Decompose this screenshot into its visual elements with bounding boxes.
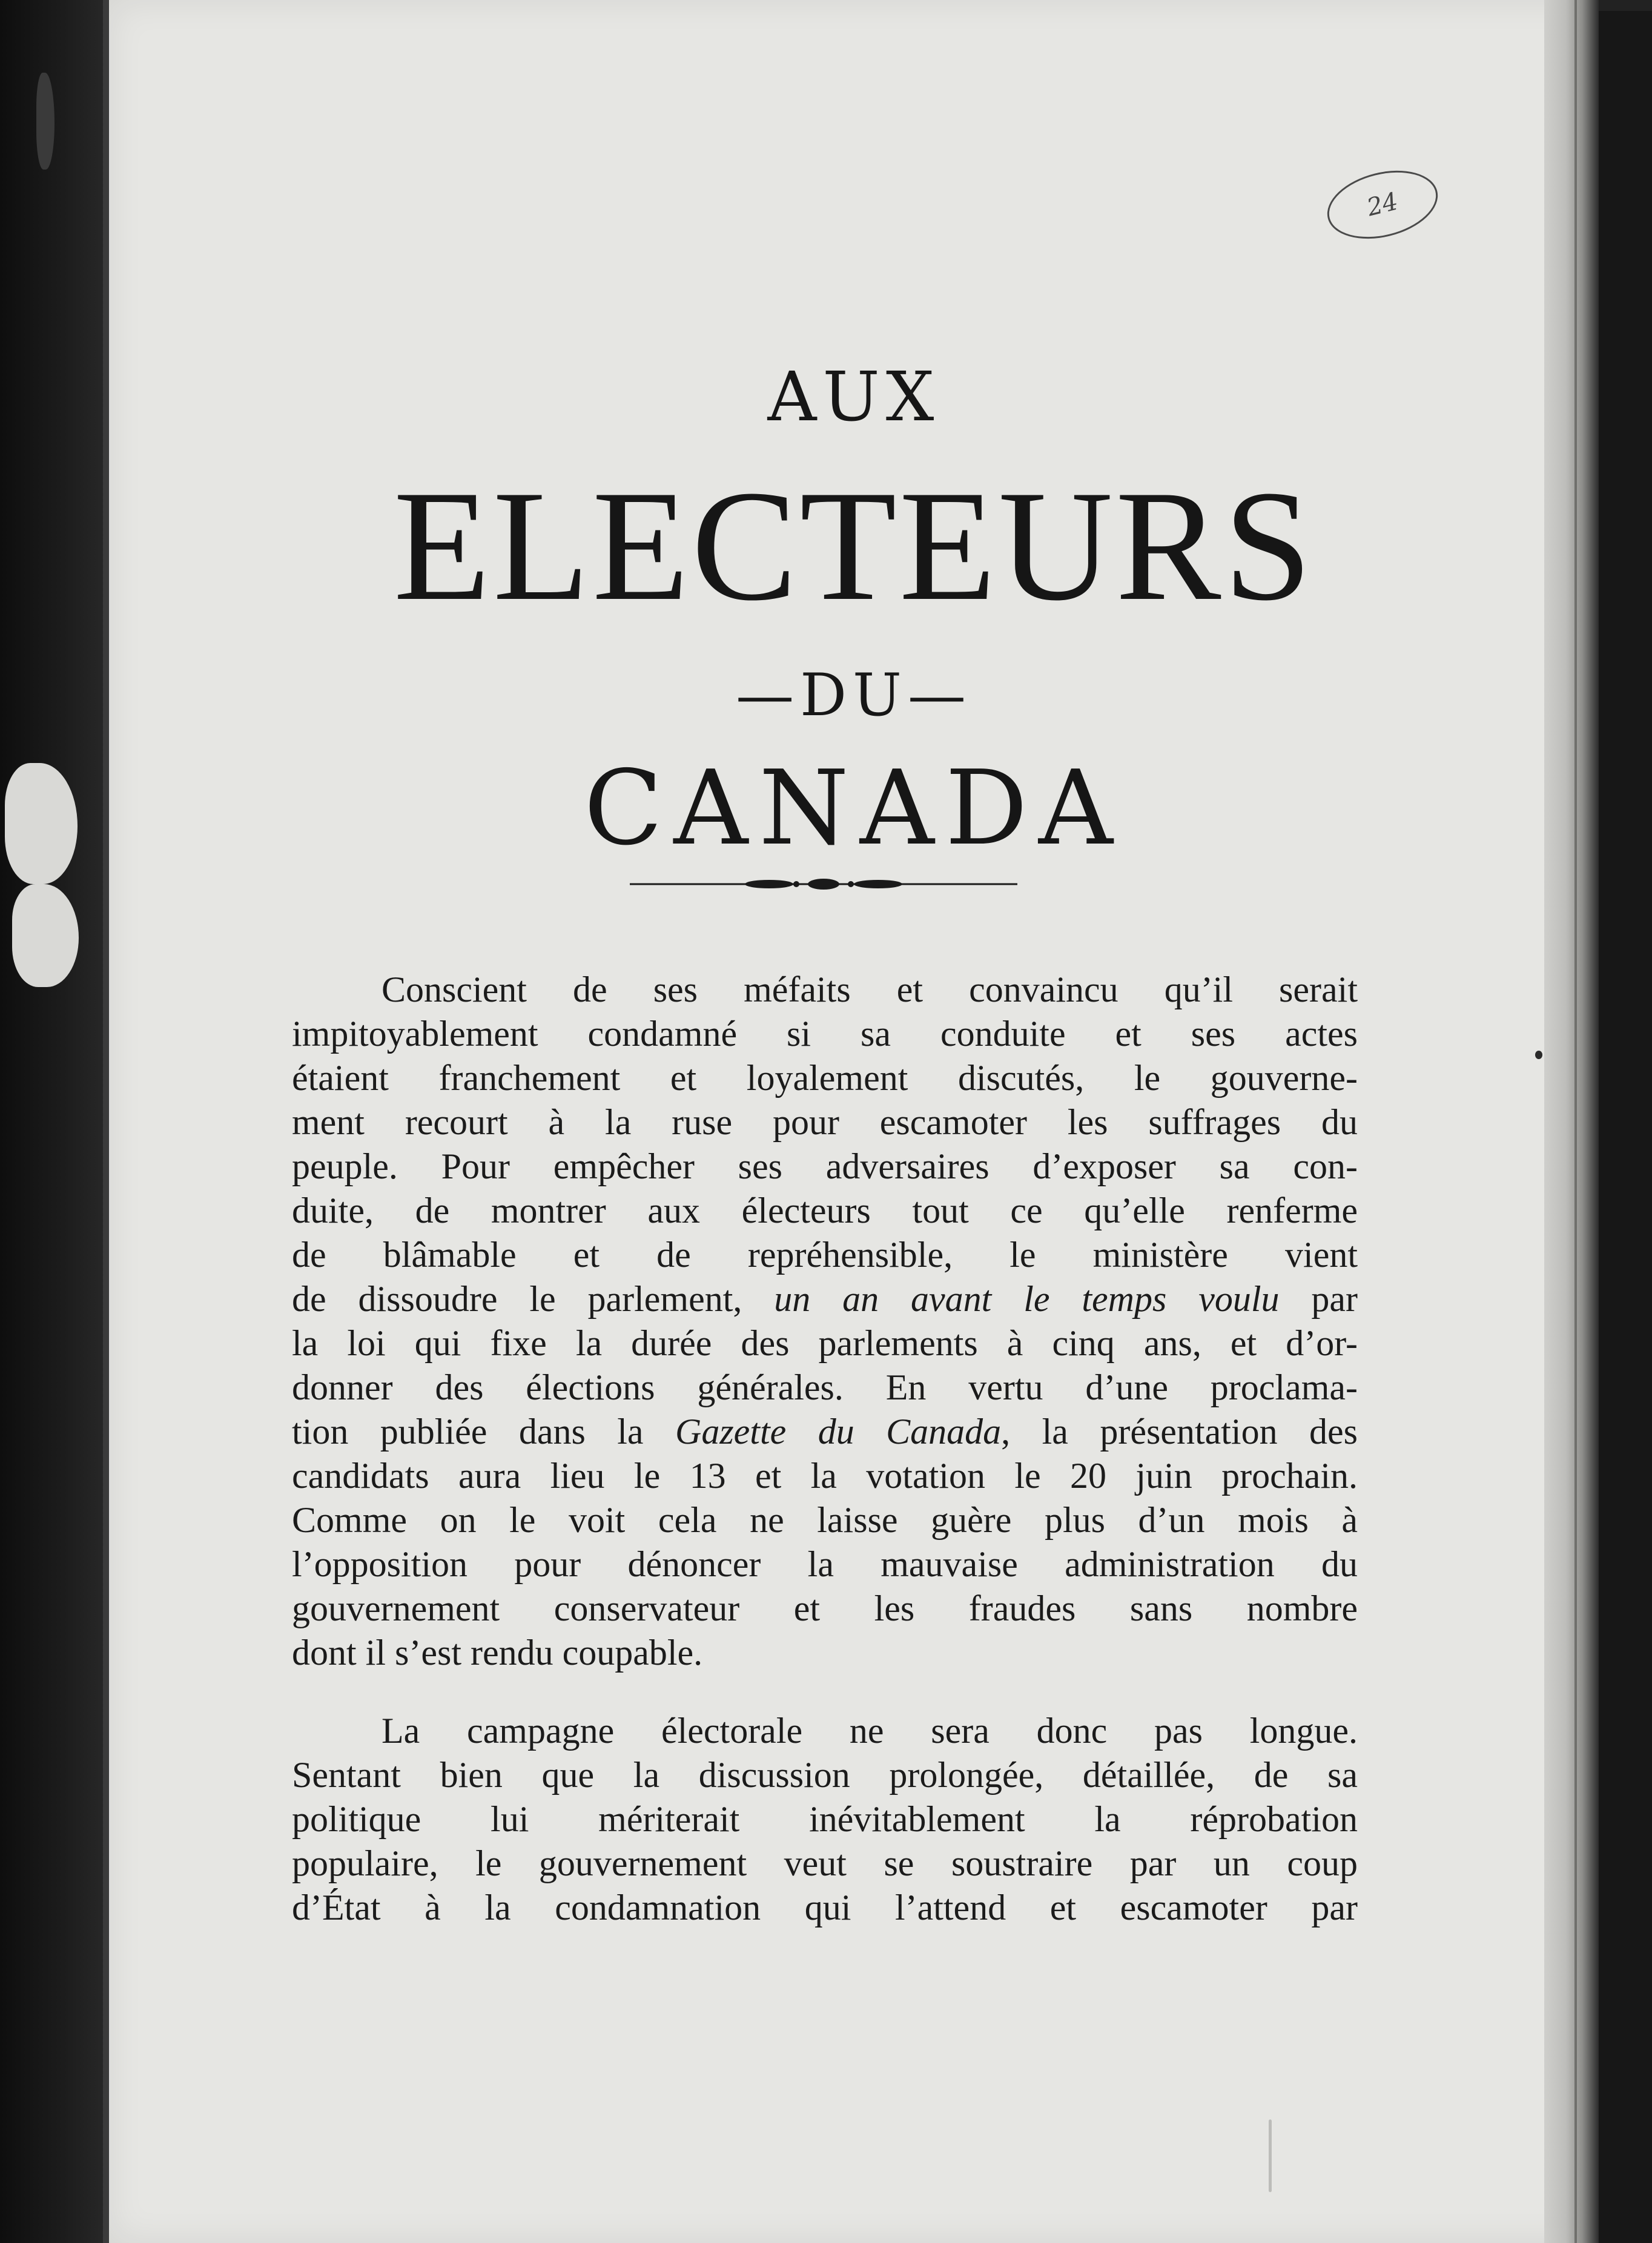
text-line: de blâmable et de repréhensible, le ministère vient <box>292 1235 1358 1275</box>
page-edge-shadow <box>1544 0 1599 2243</box>
torn-paper-fragment <box>36 73 55 170</box>
text-line: La campagne électorale ne sera donc pas longue. <box>382 1711 1358 1751</box>
text-line: Conscient de ses méfaits et convaincu qu’il serait <box>382 970 1358 1009</box>
text-line: Sentant bien que la discussion prolongée, détaillée, de sa <box>292 1755 1358 1795</box>
text-line: duite, de montrer aux électeurs tout ce qu’elle renferme <box>292 1191 1358 1231</box>
text-line: gouvernement conservateur et les fraudes sans nombre <box>292 1588 1358 1628</box>
paragraph-2 <box>292 1709 1358 1930</box>
ink-speck <box>1535 1051 1542 1059</box>
text-line: peuple. Pour empêcher ses adversaires d’exposer sa con- <box>292 1146 1358 1186</box>
text-line <box>292 1277 1358 1321</box>
text-line: Comme on le voit cela ne laisse guère plus d’un mois à <box>292 1500 1358 1540</box>
ink-speck <box>1269 2119 1272 2192</box>
text-line: l’opposition pour dénoncer la mauvaise administration du <box>292 1544 1358 1584</box>
italic-title: Gazette du Canada <box>675 1412 1002 1452</box>
text-line: populaire, le gouvernement veut se soustraire par un coup <box>292 1843 1358 1883</box>
text-line: politique lui mériterait inévitablement la réprobation <box>292 1799 1358 1839</box>
text-fragment: tion publiée dans la <box>292 1412 644 1452</box>
paragraph-1 <box>292 968 1358 1675</box>
torn-paper-fragment <box>12 884 79 987</box>
italic-phrase: un an avant le temps voulu <box>774 1279 1280 1319</box>
title-du: —DU— <box>736 661 972 729</box>
text-fragment: par <box>1311 1279 1358 1319</box>
text-line: donner des élections générales. En vertu d’une proclama- <box>292 1367 1358 1407</box>
pencil-page-number-text: 24 <box>1364 187 1401 222</box>
page-edge-line <box>1574 0 1577 2243</box>
book-binding <box>0 0 115 2243</box>
text-line: candidats aura lieu le 13 et la votation le 20 juin prochain. <box>292 1456 1358 1496</box>
text-line <box>292 1410 1358 1454</box>
text-line: la loi qui fixe la durée des parlements à cinq ans, et d’or- <box>292 1323 1358 1363</box>
title-aux: AUX <box>767 358 940 437</box>
torn-paper-fragment <box>5 763 78 884</box>
text-line: d’État à la condamnation qui l’attend et escamoter par <box>292 1888 1358 1928</box>
title-electeurs: ELECTEURS <box>393 458 1315 633</box>
title-canada: CANADA <box>584 748 1124 868</box>
text-line: impitoyablement condamné si sa conduite et ses actes <box>292 1014 1358 1054</box>
text-fragment: de dissoudre le parlement, <box>292 1279 742 1319</box>
text-line: ment recourt à la ruse pour escamoter les suffrages du <box>292 1102 1358 1142</box>
text-line: étaient franchement et loyalement discutés, le gouverne- <box>292 1058 1358 1098</box>
text-fragment: , la présentation des <box>1001 1412 1358 1452</box>
text-line: dont il s’est rendu coupable. <box>292 1633 703 1673</box>
ornamental-rule-icon <box>630 872 1017 896</box>
